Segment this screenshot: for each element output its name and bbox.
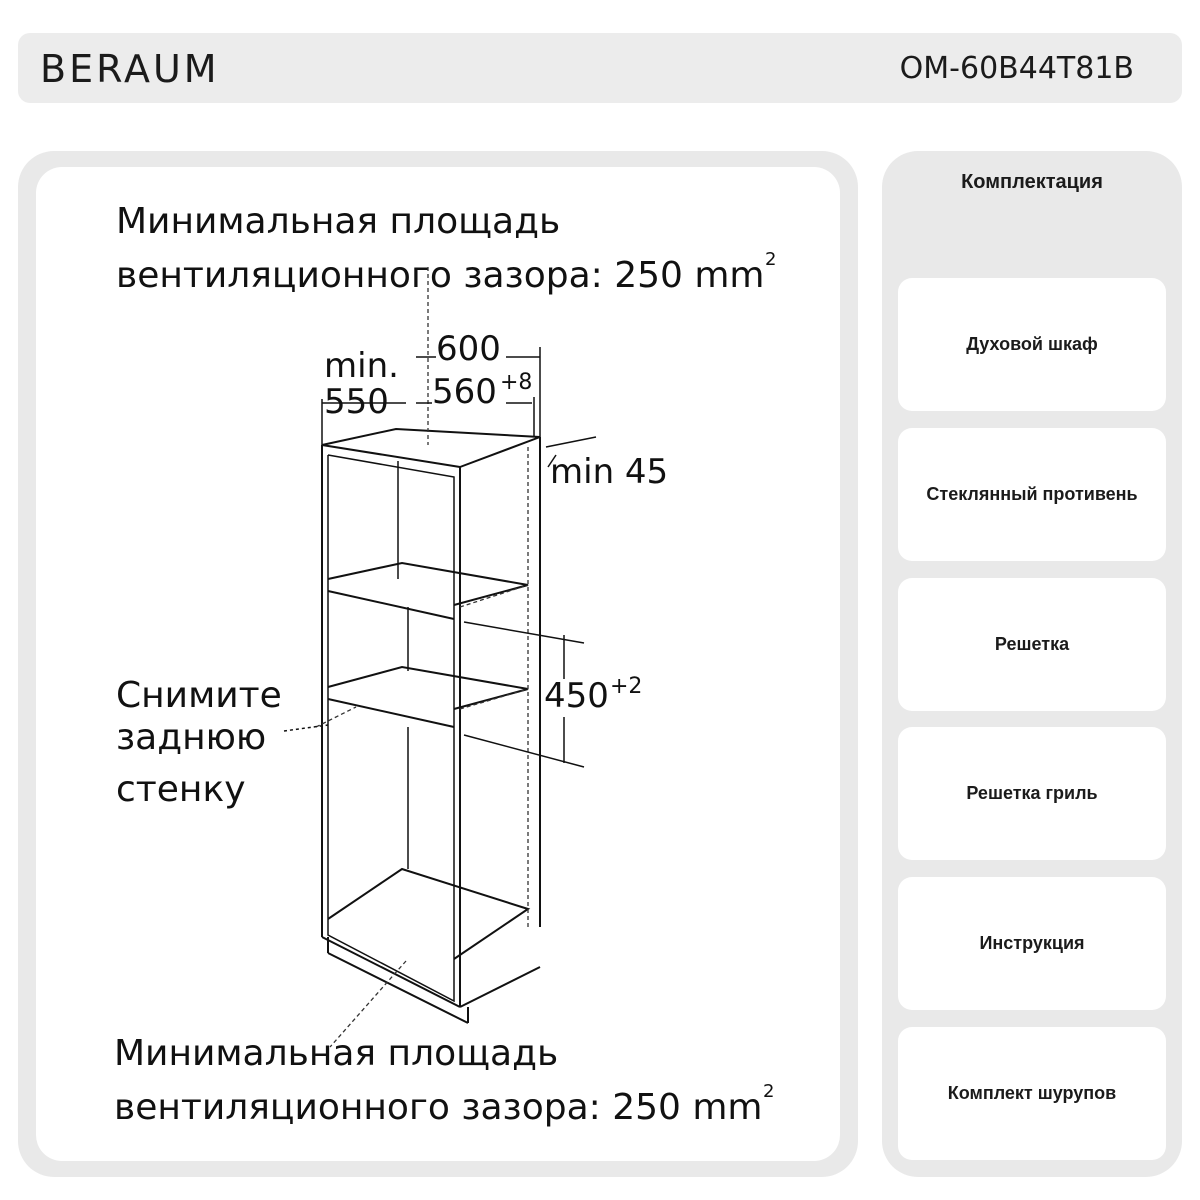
diagram-panel (18, 151, 858, 1177)
dim-min45-label: min 45 (550, 452, 669, 492)
installation-diagram (36, 167, 840, 1161)
header-bar (18, 33, 1182, 103)
top-note-line2: вентиляционного зазора: 250 mm (116, 255, 765, 296)
top-note-line1: Минимальная площадь (116, 201, 561, 242)
brand-logo: BERAUM (40, 47, 220, 91)
side-note-line2: заднюю (116, 717, 267, 758)
kit-item: Стеклянный противень (898, 428, 1166, 561)
bottom-note-line1: Минимальная площадь (114, 1033, 559, 1074)
bottom-note-sup: 2 (763, 1081, 775, 1102)
dim-450-label: 450 (544, 676, 609, 716)
dim-550-label: 550 (324, 382, 389, 422)
kit-item: Духовой шкаф (898, 278, 1166, 411)
kit-title: Комплектация (961, 171, 1103, 193)
dim-min-label: min. (324, 346, 399, 386)
kit-item: Инструкция (898, 877, 1166, 1010)
dim-450-sup: +2 (610, 674, 643, 699)
model-number: OM-60B44T81B (899, 51, 1134, 86)
side-note-line1: Снимите (116, 675, 282, 716)
kit-panel (882, 151, 1182, 1177)
bottom-note-line2: вентиляционного зазора: 250 mm (114, 1087, 763, 1128)
kit-item: Решетка гриль (898, 727, 1166, 860)
top-note-sup: 2 (765, 249, 777, 270)
cabinet-outline (322, 429, 540, 1023)
kit-item: Комплект шурупов (898, 1027, 1166, 1160)
dim-600-label: 600 (436, 329, 501, 369)
dim-560-sup: +8 (500, 370, 533, 395)
dim-560-label: 560 (432, 372, 497, 412)
kit-item: Решетка (898, 578, 1166, 711)
diagram-card (36, 167, 840, 1161)
side-note-line3: стенку (116, 769, 246, 810)
